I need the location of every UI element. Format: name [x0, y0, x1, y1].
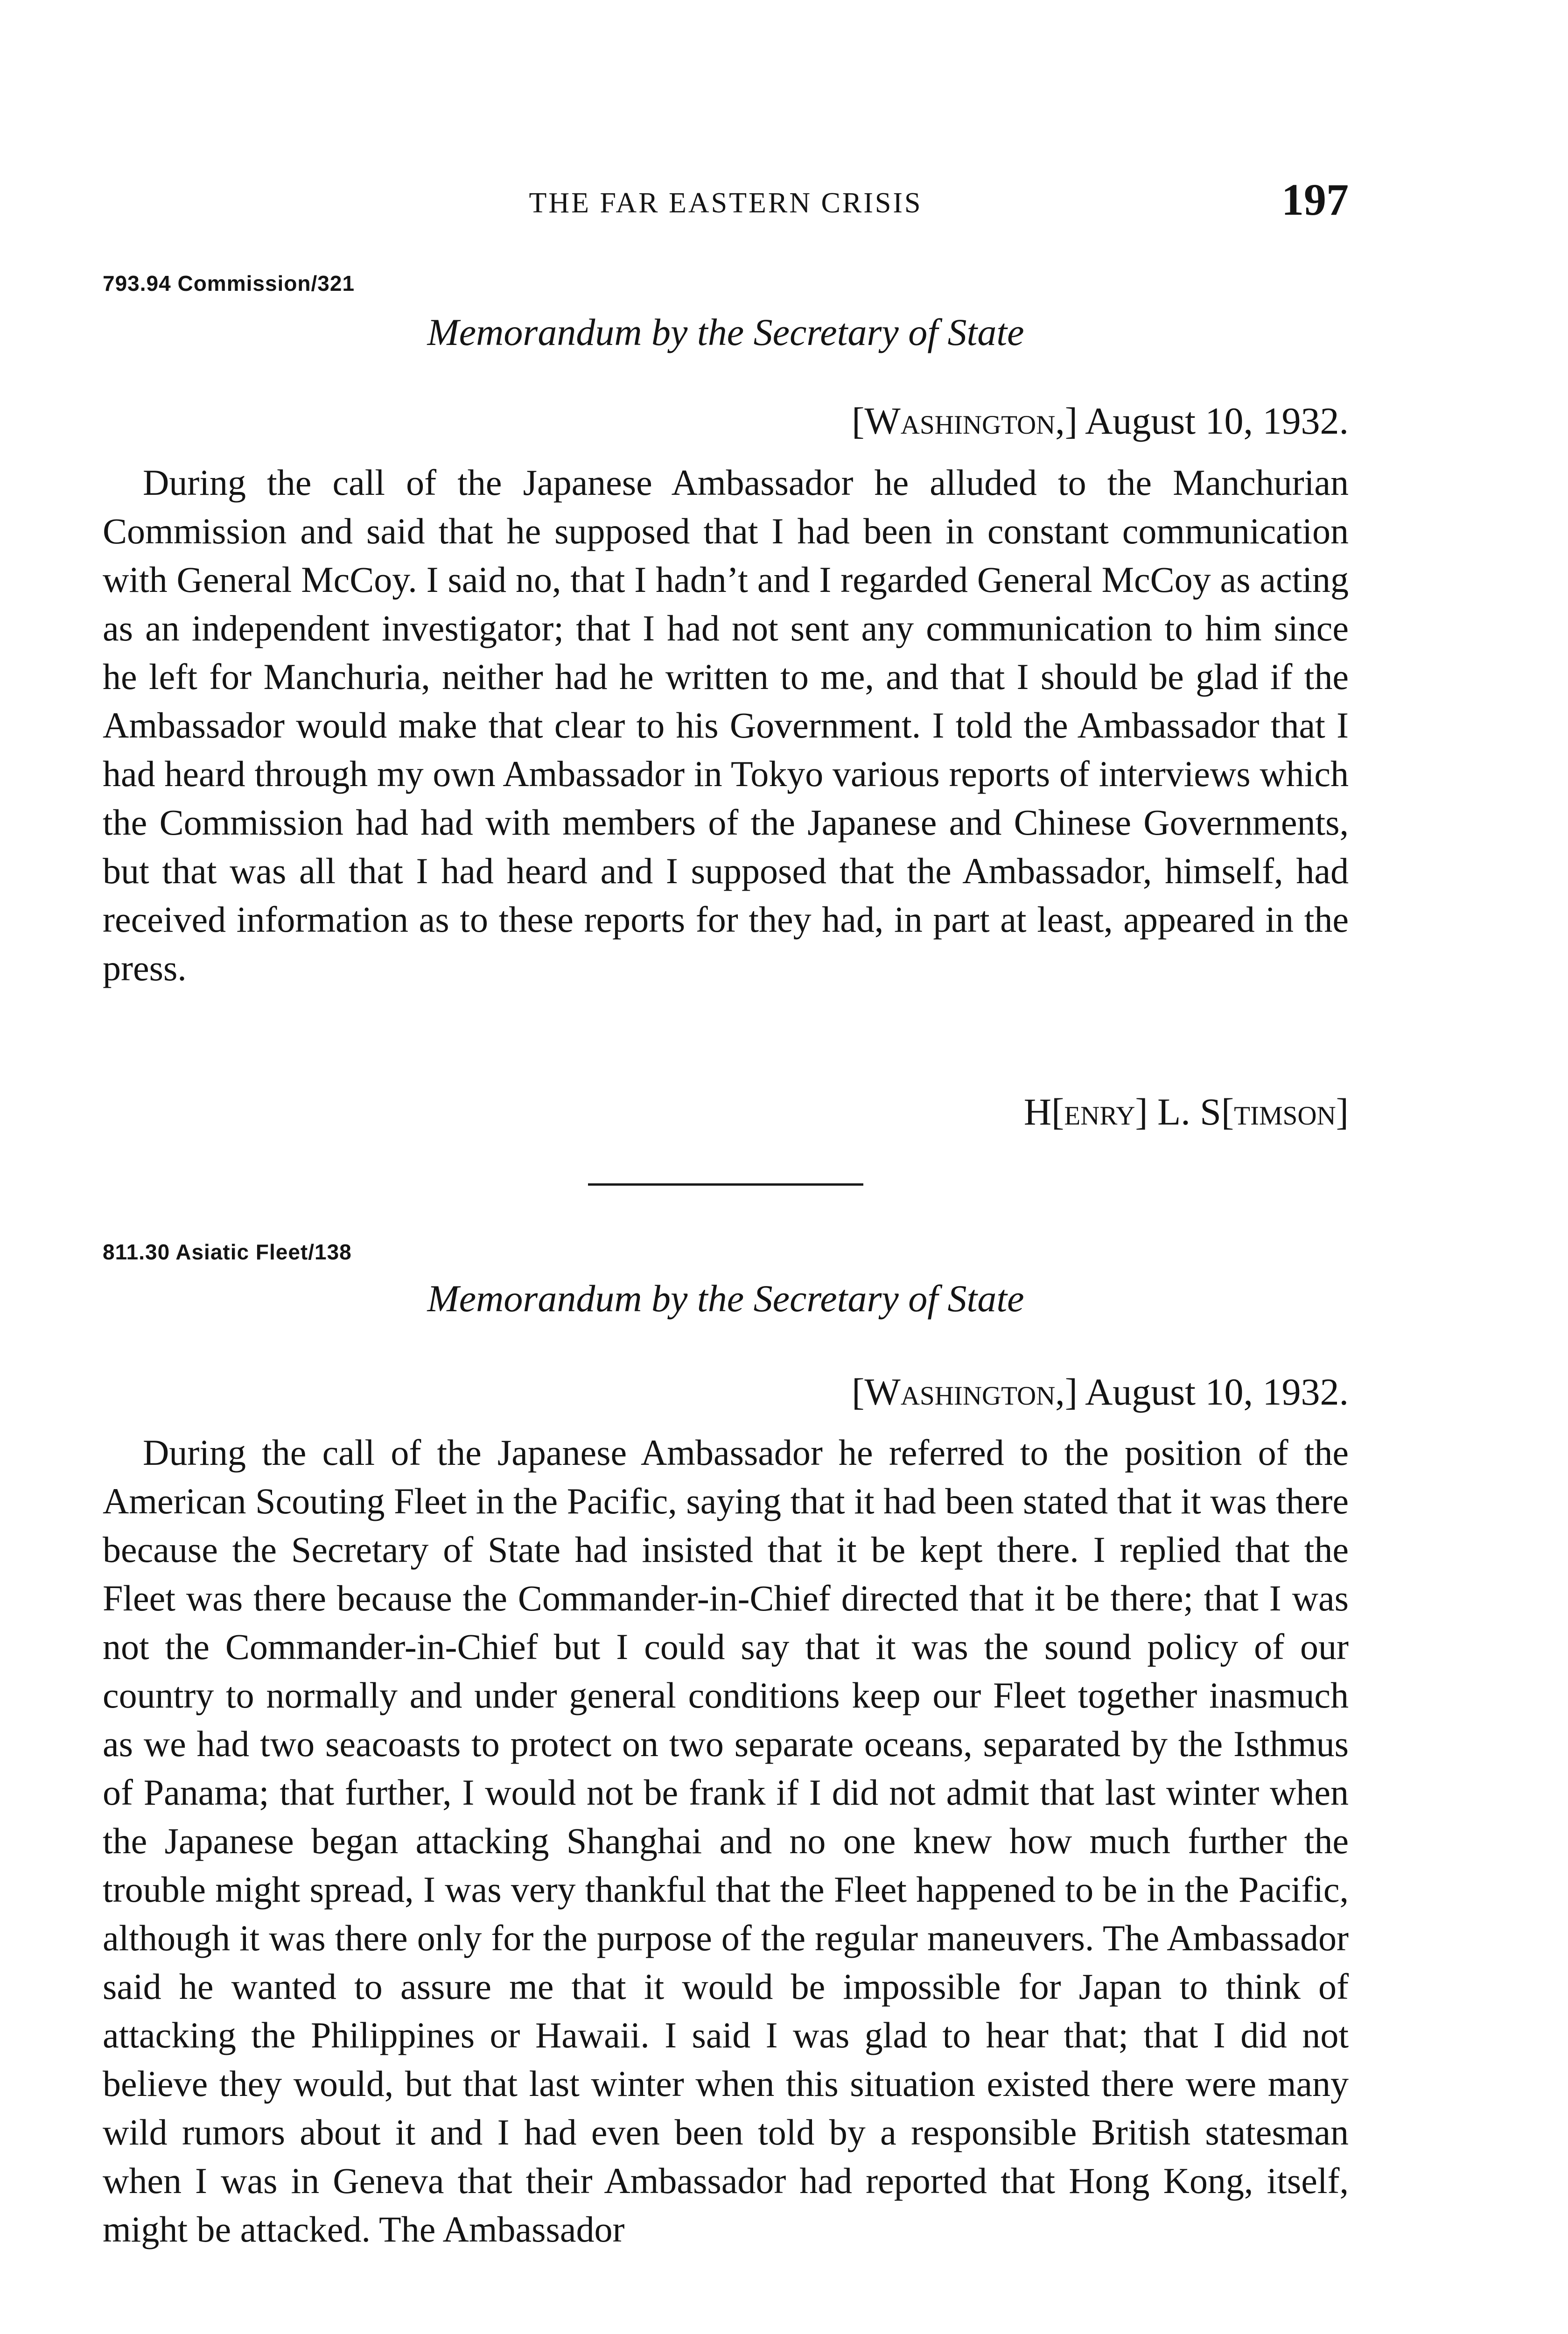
running-title: THE FAR EASTERN CRISIS [529, 187, 923, 219]
memo-title-1: Memorandum by the Secretary of State [427, 311, 1024, 353]
running-head [103, 175, 1349, 233]
memo-body-2: During the call of the Japanese Ambassador he referred to the position of the American Scouting Fleet in the Pacific, saying that it had been stated that it was there because the Secretary of State had insisted that it be kept there. I replied that the Fleet was there because the Commander-in-Chief directed that it be there; that I was not the Commander-in-Chief but I could say that it was the sound policy of our country to normally and under general conditions keep our Fleet together inasmuch as we had two seacoasts to protect on two separate oceans, separated by the Isthmus of Panama; that further, I would not be frank if I did not admit that last winter when the Japanese began attacking Shanghai and no one knew how much further the trouble might spread, I was very thankful that the Fleet happened to be in the Pacific, although it was there only for the purpose of the regular maneuvers. The Ambassador said he wanted to assure me that it would be impossible for Japan to think of attacking the Philippines or Hawaii. I said I was glad to hear that; that I did not believe they would, but that last winter when this situation existed there were many wild rumors about it and I had even been told by a responsible British statesman when I was in Geneva that their Ambassador had reported that Hong Kong, itself, might be attacked. The Ambassador [103, 1432, 1349, 2250]
signature-text: H[enry] L. S[timson] [1023, 1090, 1349, 1133]
dateline-date-2: August 10, 1932. [1085, 1371, 1349, 1413]
page-number: 197 [1281, 175, 1349, 225]
dateline-place-2: [Washington,] [852, 1371, 1078, 1413]
dateline-1 [852, 399, 1349, 443]
section-divider [588, 1183, 863, 1186]
dateline-date-1: August 10, 1932. [1085, 400, 1349, 442]
memo-title-2: Memorandum by the Secretary of State [427, 1277, 1024, 1320]
file-reference-2: 811.30 Asiatic Fleet/138 [103, 1240, 352, 1264]
dateline-2 [852, 1370, 1349, 1414]
memo-body-1: During the call of the Japanese Ambassador he alluded to the Manchurian Commission and said that he supposed that I had been in constant communication with General McCoy. I said no, that I hadn’t and I regarded General McCoy as acting as an independent investigator; that I had not sent any communication to him since he left for Manchuria, neither had he written to me, and that I should be glad if the Ambassador would make that clear to his Government. I told the Ambassador that I had heard through my own Ambassador in Tokyo various reports of interviews which the Commission had had with members of the Japanese and Chinese Governments, but that was all that I had heard and I supposed that the Ambassador, himself, had received information as to these reports for they had, in part at least, appeared in the press. [103, 462, 1349, 988]
signature [1024, 1090, 1349, 1134]
file-reference-1: 793.94 Commission/321 [103, 271, 355, 295]
dateline-place-1: [Washington,] [852, 400, 1078, 442]
